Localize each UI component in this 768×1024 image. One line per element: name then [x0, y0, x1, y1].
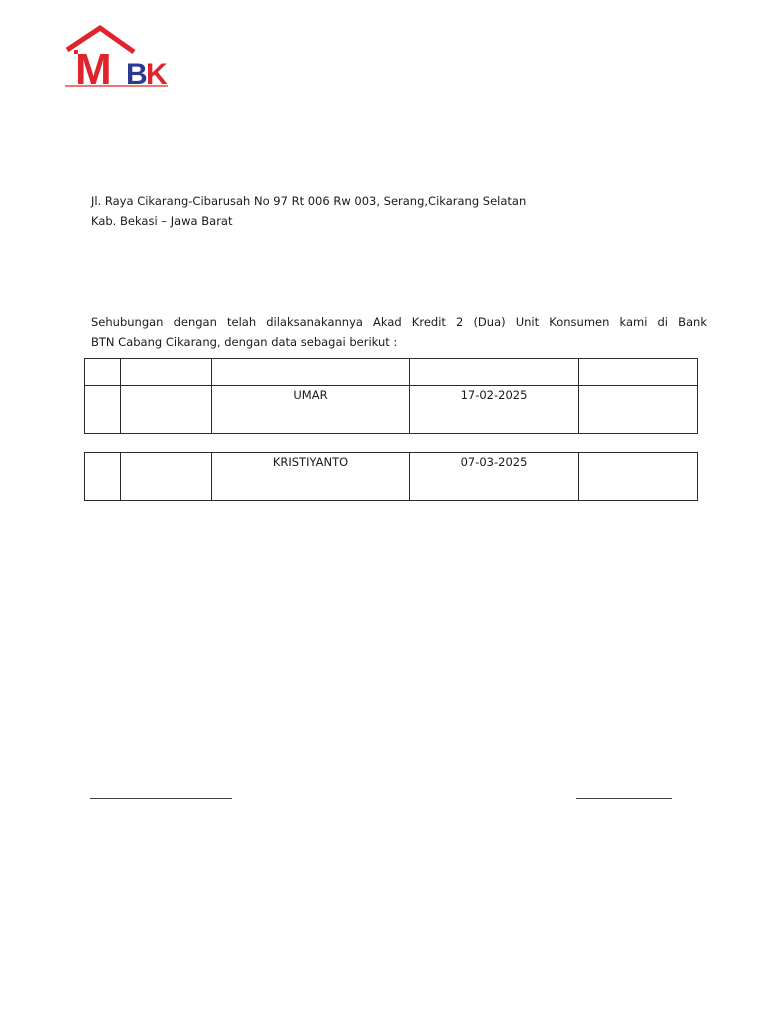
table-row: [85, 453, 698, 501]
svg-text:K: K: [146, 58, 168, 90]
intro-line-2: BTN Cabang Cikarang, dengan data sebagai berikut :: [91, 335, 398, 349]
header-cell: [121, 359, 212, 386]
table-row: [85, 386, 698, 434]
unit-cell: [121, 386, 212, 434]
row-number-cell: [85, 453, 121, 501]
svg-text:M: M: [75, 45, 112, 90]
address-line-2: Kab. Bekasi – Jawa Barat: [91, 214, 233, 228]
akad-date-cell: 17-02-2025: [410, 386, 579, 434]
consumer-name-cell: UMAR: [212, 386, 410, 434]
unit-cell: [121, 453, 212, 501]
row-number-cell: [85, 386, 121, 434]
header-cell: [85, 359, 121, 386]
svg-text:B: B: [126, 58, 148, 90]
consumer-table-1: [84, 358, 698, 434]
consumer-name-cell: KRISTIYANTO: [212, 453, 410, 501]
address-line-1: Jl. Raya Cikarang-Cibarusah No 97 Rt 006 Rw 003, Serang,Cikarang Selatan: [91, 194, 527, 208]
notes-cell: [579, 453, 698, 501]
intro-line-1: Sehubungan dengan telah dilaksanakannya Akad Kredit 2 (Dua) Unit Konsumen kami di Bank: [91, 315, 707, 329]
header-cell: [410, 359, 579, 386]
notes-cell: [579, 386, 698, 434]
intro-paragraph: [91, 312, 707, 352]
mbk-logo-icon: [62, 24, 172, 90]
signature-line-right: [576, 798, 672, 799]
table-header-row: [85, 359, 698, 386]
akad-date-cell: 07-03-2025: [410, 453, 579, 501]
consumer-table-2: [84, 452, 698, 501]
company-logo: [62, 24, 172, 90]
signature-line-left: [90, 798, 232, 799]
header-cell: [579, 359, 698, 386]
header-cell: [212, 359, 410, 386]
